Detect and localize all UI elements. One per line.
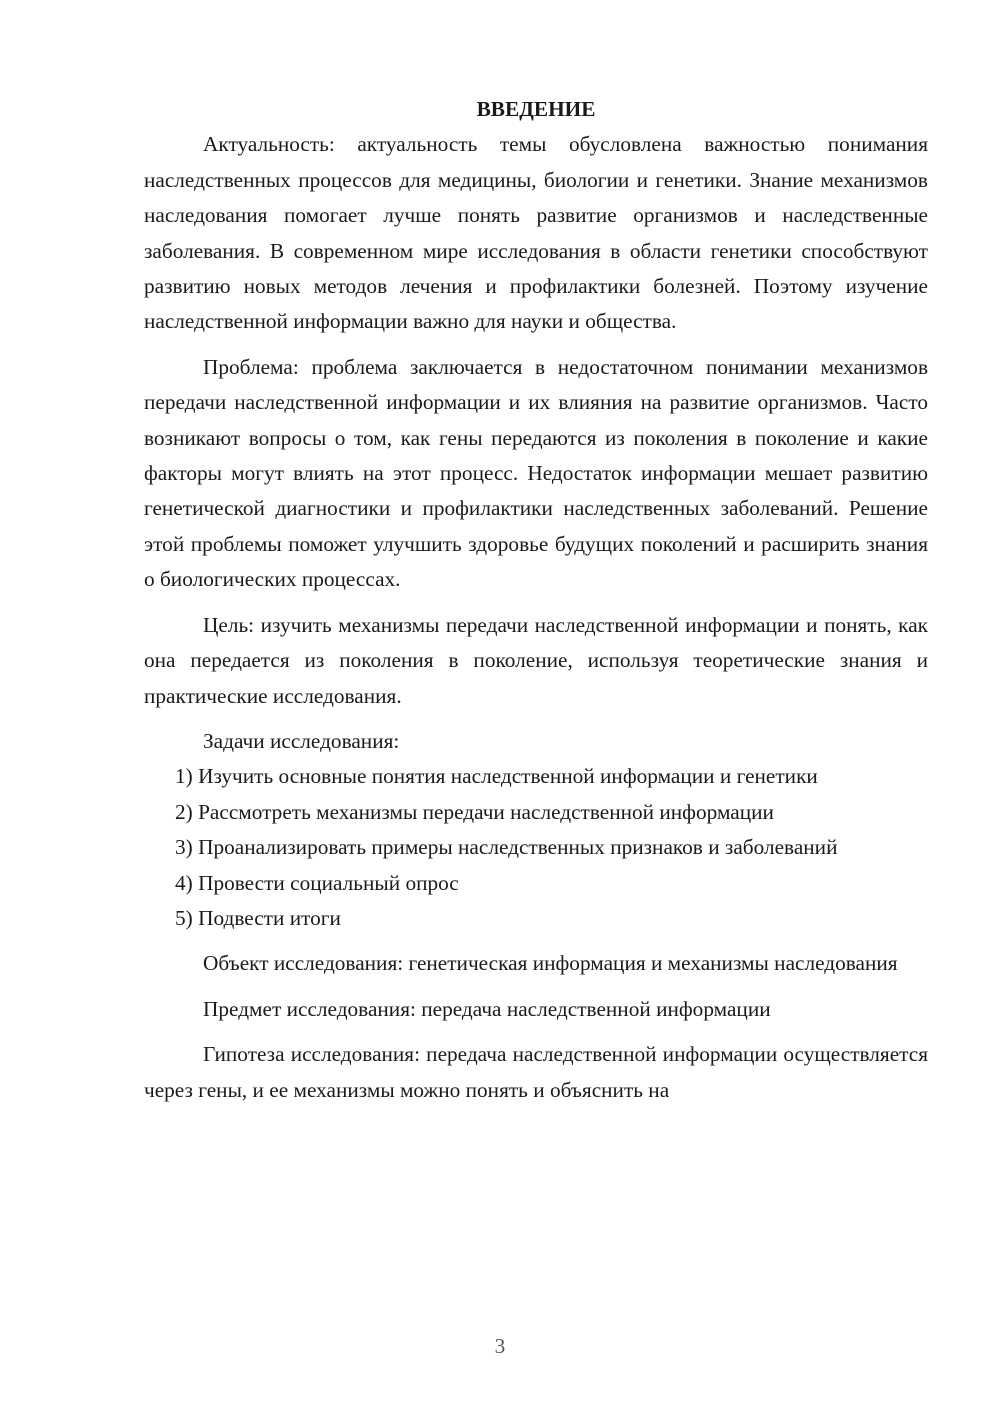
paragraph-goal: Цель: изучить механизмы передачи наследственной информации и понять, как она передается из поколения в поколение, используя теоретические знания и практические исследования. [144,612,928,708]
task-item-5: 5) Подвести итоги [175,905,341,930]
paragraph-object: Объект исследования: генетическая информация и механизмы наследования [203,951,898,976]
paragraph-problem: Проблема: проблема заключается в недостаточном понимании механизмов передачи наследственной информации и их влияния на развитие организмов. Часто возникают вопросы о том, как гены передаются из поколения в поколение и какие факторы могут влиять на этот процесс. Недостаток информации мешает развитию генетической диагностики и профилактики наследственных заболеваний. Решение этой проблемы поможет улучшить здоровье будущих поколений и расширить знания о биологических процессах. [144,354,928,592]
paragraph-subject: Предмет исследования: передача наследственной информации [203,996,771,1021]
document-page [144,92,928,1108]
paragraph-tasks-heading: Задачи исследования: [203,728,400,753]
paragraph-hypothesis: Гипотеза исследования: передача наследственной информации осуществляется через гены, и ее механизмы можно понять и объяснить на [144,1042,928,1102]
task-item-1: 1) Изучить основные понятия наследственной информации и генетики [175,764,818,789]
task-item-3: 3) Проанализировать примеры наследственных признаков и заболеваний [175,835,838,860]
section-title: ВВЕДЕНИЕ [476,97,596,121]
task-item-2: 2) Рассмотреть механизмы передачи наследственной информации [175,799,774,824]
paragraph-relevance: Актуальность: актуальность темы обусловлена важностью понимания наследственных процессов для медицины, биологии и генетики. Знание механизмов наследования помогает лучше понять развитие организмов и наследственные заболевания. В современном мире исследования в области генетики способствуют развитию новых методов лечения и профилактики болезней. Поэтому изучение наследственной информации важно для науки и общества. [144,132,928,334]
task-item-4: 4) Провести социальный опрос [175,870,459,895]
page-number: 3 [494,1334,506,1358]
